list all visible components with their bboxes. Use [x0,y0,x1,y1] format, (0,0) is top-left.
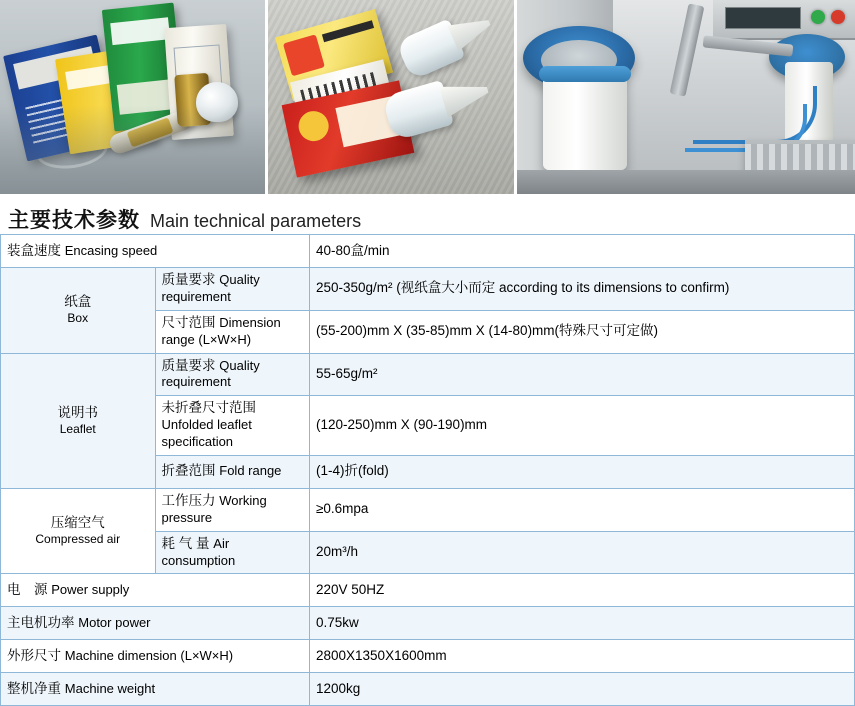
row-label-cn: 耗 气 量 [161,535,210,551]
specifications-table [0,234,855,706]
row-label-box-dimension [155,310,310,353]
row-label-en: Unfolded leaflet specification [161,417,252,449]
row-value: 250-350g/m² (视纸盒大小而定 according to its dimensions to confirm) [310,268,855,311]
row-label-machine-dimension [1,640,310,673]
photo1-shadow [0,105,265,194]
row-label-cn: 尺寸范围 [161,314,216,330]
row-label-cn: 质量要求 [161,357,216,373]
section-title-en: Main technical parameters [150,211,362,231]
group-label-en: Compressed air [35,532,121,547]
group-label-box [1,268,156,354]
group-label-cn: 纸盒 [64,294,92,310]
group-label-leaflet [1,353,156,488]
row-label-box-quality [155,268,310,311]
group-label-cn: 说明书 [57,404,98,420]
table-row [1,235,855,268]
row-label-en: Motor power [78,614,151,630]
table-row [1,574,855,607]
row-label-leaflet-quality [155,353,310,396]
row-label-en: Quality requirement [161,357,260,390]
table-row [1,488,855,531]
row-value: 20m³/h [310,531,855,574]
photo-cartons-bottles [268,0,514,194]
row-label-en: Quality requirement [161,272,260,304]
row-label-encasing-speed [1,235,310,268]
row-label-cn: 折叠范围 [161,463,216,479]
row-value: ≥0.6mpa [310,488,855,531]
row-value: (120-250)mm X (90-190)mm [310,396,855,456]
table-row [1,353,855,396]
row-label-cn: 外形尺寸 [7,647,61,663]
machine-conveyor-belt [745,140,855,174]
row-value: 220V 50HZ [310,574,855,607]
section-title-cn: 主要技术参数 [8,209,140,232]
row-label-cn: 未折叠尺寸范围 [161,400,256,416]
row-label-en: Working pressure [161,492,267,525]
row-label-en: Machine dimension (L×W×H) [64,647,234,663]
photo-machine [517,0,855,194]
machine-start-button [811,10,825,24]
row-label-en: Dimension range (L×W×H) [161,314,281,347]
row-label-motor-power [1,607,310,640]
section-title [0,194,855,234]
machine-stop-button [831,10,845,24]
table-row [1,268,855,311]
row-value: 40-80盒/min [310,235,855,268]
row-value: 1200kg [310,673,855,706]
group-label-en: Box [67,311,89,326]
row-label-leaflet-unfolded [155,396,310,456]
group-label-cn: 压缩空气 [50,515,105,531]
group-label-compressed-air [1,488,156,574]
row-label-cn: 主电机功率 [7,614,75,630]
row-label-leaflet-fold [155,455,310,488]
row-label-cn: 工作压力 [161,492,216,508]
table-row [1,673,855,706]
row-label-cn: 电 源 [7,581,48,597]
row-value: (55-200)mm X (35-85)mm X (14-80)mm(特殊尺寸可定做) [310,310,855,353]
row-label-en: Air consumption [161,535,236,568]
row-value: (1-4)折(fold) [310,455,855,488]
row-label-en: Power supply [51,581,130,597]
machine-hmi-screen [725,7,801,29]
table-row [1,640,855,673]
photo-strip [0,0,855,194]
row-label-power-supply [1,574,310,607]
row-label-cn: 装盒速度 [7,242,61,258]
row-label-air-consumption [155,531,310,574]
machine-control-panel [713,0,855,40]
row-label-cn: 质量要求 [161,272,216,287]
row-label-en: Encasing speed [64,242,158,258]
row-label-cn: 整机净重 [7,680,61,696]
group-label-en: Leaflet [59,421,96,436]
row-value: 0.75kw [310,607,855,640]
row-label-machine-weight [1,673,310,706]
table-row [1,607,855,640]
row-label-en: Fold range [219,463,282,479]
row-label-working-pressure [155,488,310,531]
row-value: 2800X1350X1600mm [310,640,855,673]
machine-feeder-drum [543,74,627,170]
machine-base [517,170,855,194]
row-label-en: Machine weight [64,680,156,696]
photo-cartons-vials [0,0,265,194]
row-value: 55-65g/m² [310,353,855,396]
